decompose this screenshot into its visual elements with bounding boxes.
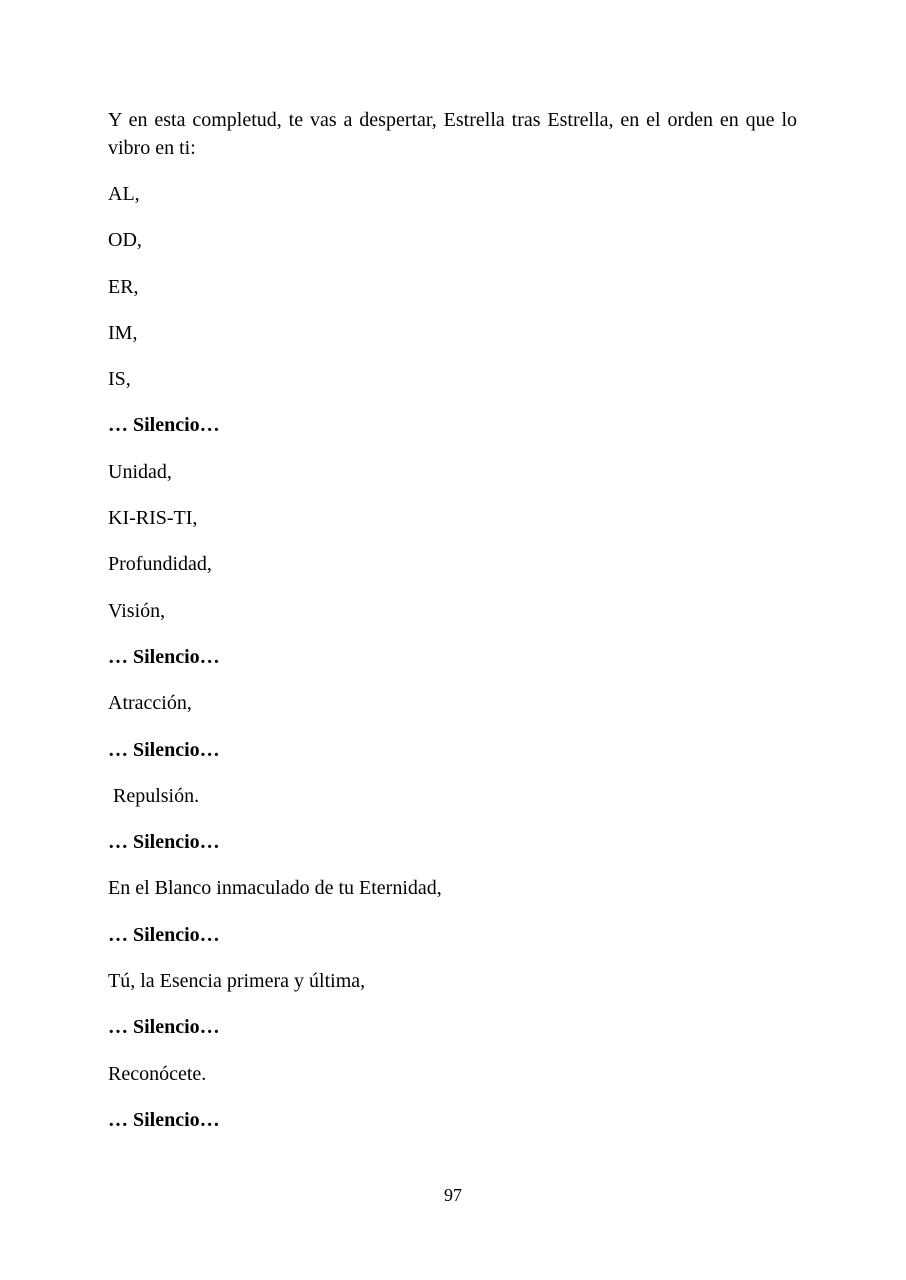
paragraph-silence: … Silencio… bbox=[108, 414, 220, 437]
paragraph-unidad: Unidad, bbox=[108, 460, 172, 483]
paragraph-intro: Y en esta completud, te vas a despertar, Estrella tras Estrella, en el orden en que lo vibro en ti: bbox=[108, 109, 802, 159]
paragraph-silence: … Silencio… bbox=[108, 1016, 220, 1039]
paragraph-star-is: IS, bbox=[108, 368, 131, 391]
paragraph-esencia: Tú, la Esencia primera y última, bbox=[108, 970, 366, 993]
paragraph-repulsion: Repulsión. bbox=[108, 784, 200, 807]
paragraph-profundidad: Profundidad, bbox=[108, 553, 212, 576]
paragraph-star-im: IM, bbox=[108, 321, 138, 344]
paragraph-blanco-eternidad: En el Blanco inmaculado de tu Eternidad, bbox=[108, 877, 442, 900]
paragraph-silence: … Silencio… bbox=[108, 831, 220, 854]
paragraph-silence: … Silencio… bbox=[108, 738, 220, 761]
paragraph-star-er: ER, bbox=[108, 275, 139, 298]
paragraph-star-od: OD, bbox=[108, 229, 142, 252]
paragraph-vision: Visión, bbox=[108, 599, 166, 622]
paragraph-silence: … Silencio… bbox=[108, 645, 220, 668]
paragraph-star-al: AL, bbox=[108, 183, 140, 205]
paragraph-ki-ris-ti: KI-RIS-TI, bbox=[108, 507, 198, 530]
paragraph-reconocete: Reconócete. bbox=[108, 1062, 207, 1085]
paragraph-silence: … Silencio… bbox=[108, 923, 220, 946]
paragraph-atraccion: Atracción, bbox=[108, 692, 192, 715]
paragraph-silence: … Silencio… bbox=[108, 1108, 220, 1131]
page-body bbox=[108, 106, 802, 1152]
page-number: 97 bbox=[444, 1185, 462, 1205]
